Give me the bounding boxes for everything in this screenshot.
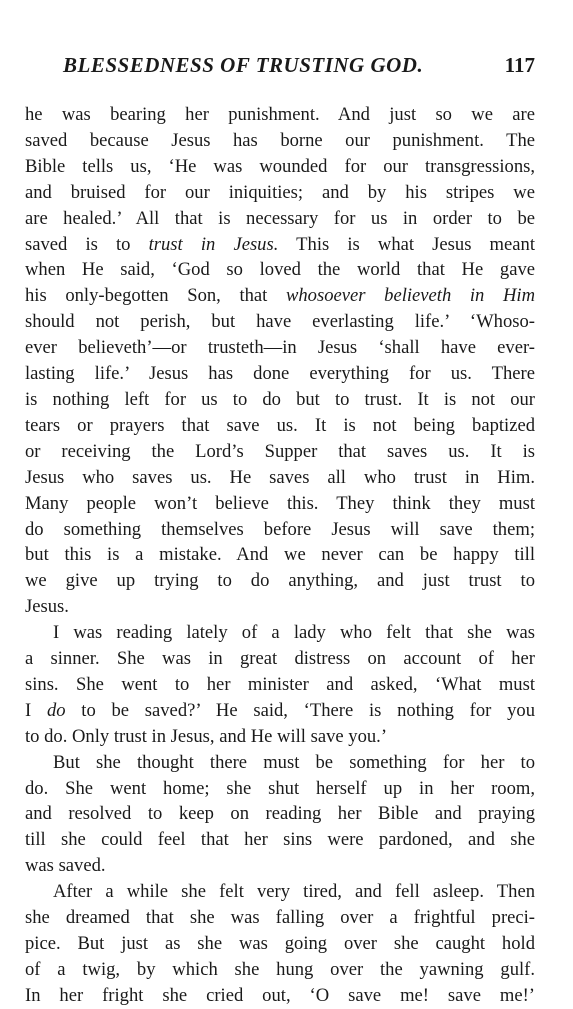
text-line [25,542,535,568]
text-line [25,439,535,465]
text-line [25,776,535,802]
text-segment: Jesus. [25,596,69,618]
text-line [25,387,535,413]
text-segment: I [25,699,47,721]
text-line [25,568,535,594]
text-segment: should not perish, but have everlasting life.’ ‘Whoso- [25,311,535,333]
text-segment: saved is to [25,233,149,255]
text-segment: Jesus who saves us. He saves all who trust in Him. [25,466,535,488]
text-line [25,801,535,827]
text-segment: we give up trying to do anything, and just trust to [25,570,535,592]
text-segment: After a while she felt very tired, and fell asleep. Then [53,881,535,903]
text-segment: This is what Jesus meant [278,233,535,255]
text-segment: or receiving the Lord’s Supper that saves us. It is [25,440,535,462]
text-segment: a sinner. She was in great distress on account of her [25,648,535,670]
text-segment: to do. Only trust in Jesus, and He will save you.’ [25,725,388,747]
text-segment: I was reading lately of a lady who felt that she was [53,622,535,644]
text-line [25,257,535,283]
text-segment: is nothing left for us to do but to trust. It is not our [25,388,535,410]
text-line [25,931,535,957]
text-segment: sins. She went to her minister and asked, ‘What must [25,673,535,695]
text-segment: pice. But just as she was going over she caught hold [25,933,535,954]
text-line [25,672,535,698]
text-segment: ever believeth’—or trusteth—in Jesus ‘shall have ever- [25,337,535,359]
text-line [25,154,535,180]
text-line [25,128,535,154]
text-line [25,698,535,724]
text-segment: she dreamed that she was falling over a frightful preci- [25,907,535,929]
text-line [25,232,535,258]
text-line [25,180,535,206]
book-page [25,45,535,1009]
text-line [25,517,535,543]
text-line [25,905,535,931]
text-segment: do. She went home; she shut herself up in her room, [25,777,535,799]
text-segment: when He said, ‘God so loved the world that He gave [25,259,535,281]
text-segment: In her fright she cried out, ‘O save me! save me!’ [25,984,535,1006]
running-title: BLESSEDNESS OF TRUSTING GOD. [63,53,424,77]
text-segment: but this is a mistake. And we never can be happy till [25,544,535,566]
text-segment: are healed.’ All that is necessary for us in order to be [25,207,535,229]
text-line [25,206,535,232]
text-line [25,413,535,439]
text-segment: and bruised for our iniquities; and by his stripes we [25,181,535,203]
text-segment: saved because Jesus has borne our punishment. The [25,129,535,151]
italic-text: do [46,699,66,721]
body-text [25,102,535,1009]
text-line [25,309,535,335]
italic-text: trust in Jesus. [148,233,279,255]
text-line [25,724,535,750]
text-segment: he was bearing her punishment. And just so we are [25,104,535,125]
text-line [25,853,535,879]
running-header [25,45,535,85]
text-segment: Many people won’t believe this. They think they must [25,492,535,514]
text-segment: was saved. [25,855,106,877]
text-line [25,465,535,491]
text-segment: to be saved?’ He said, ‘There is nothing for you [65,699,535,721]
text-segment: and resolved to keep on reading her Bible and praying [25,803,535,825]
text-line [25,594,535,620]
text-line [25,646,535,672]
text-segment: tears or prayers that save us. It is not being baptized [25,414,535,436]
text-line [25,335,535,361]
text-line [25,620,535,646]
text-segment: till she could feel that her sins were pardoned, and she [25,829,535,851]
text-line [25,361,535,387]
text-line [25,827,535,853]
page-number: 117 [504,53,535,77]
text-segment: of a twig, by which she hung over the yawning gulf. [25,958,535,980]
text-segment: But she thought there must be something for her to [53,751,535,773]
text-line [25,957,535,983]
text-line [25,983,535,1009]
text-segment: Bible tells us, ‘He was wounded for our transgressions, [25,155,535,177]
text-segment: do something themselves before Jesus will save them; [25,518,535,540]
text-line [25,491,535,517]
text-segment: his only-begotten Son, that [25,285,286,307]
text-segment: lasting life.’ Jesus has done everything for us. There [25,363,535,385]
text-line [25,283,535,309]
italic-text: whosoever believeth in Him [285,285,535,307]
text-line [25,750,535,776]
text-line [25,879,535,905]
text-line [25,102,535,128]
